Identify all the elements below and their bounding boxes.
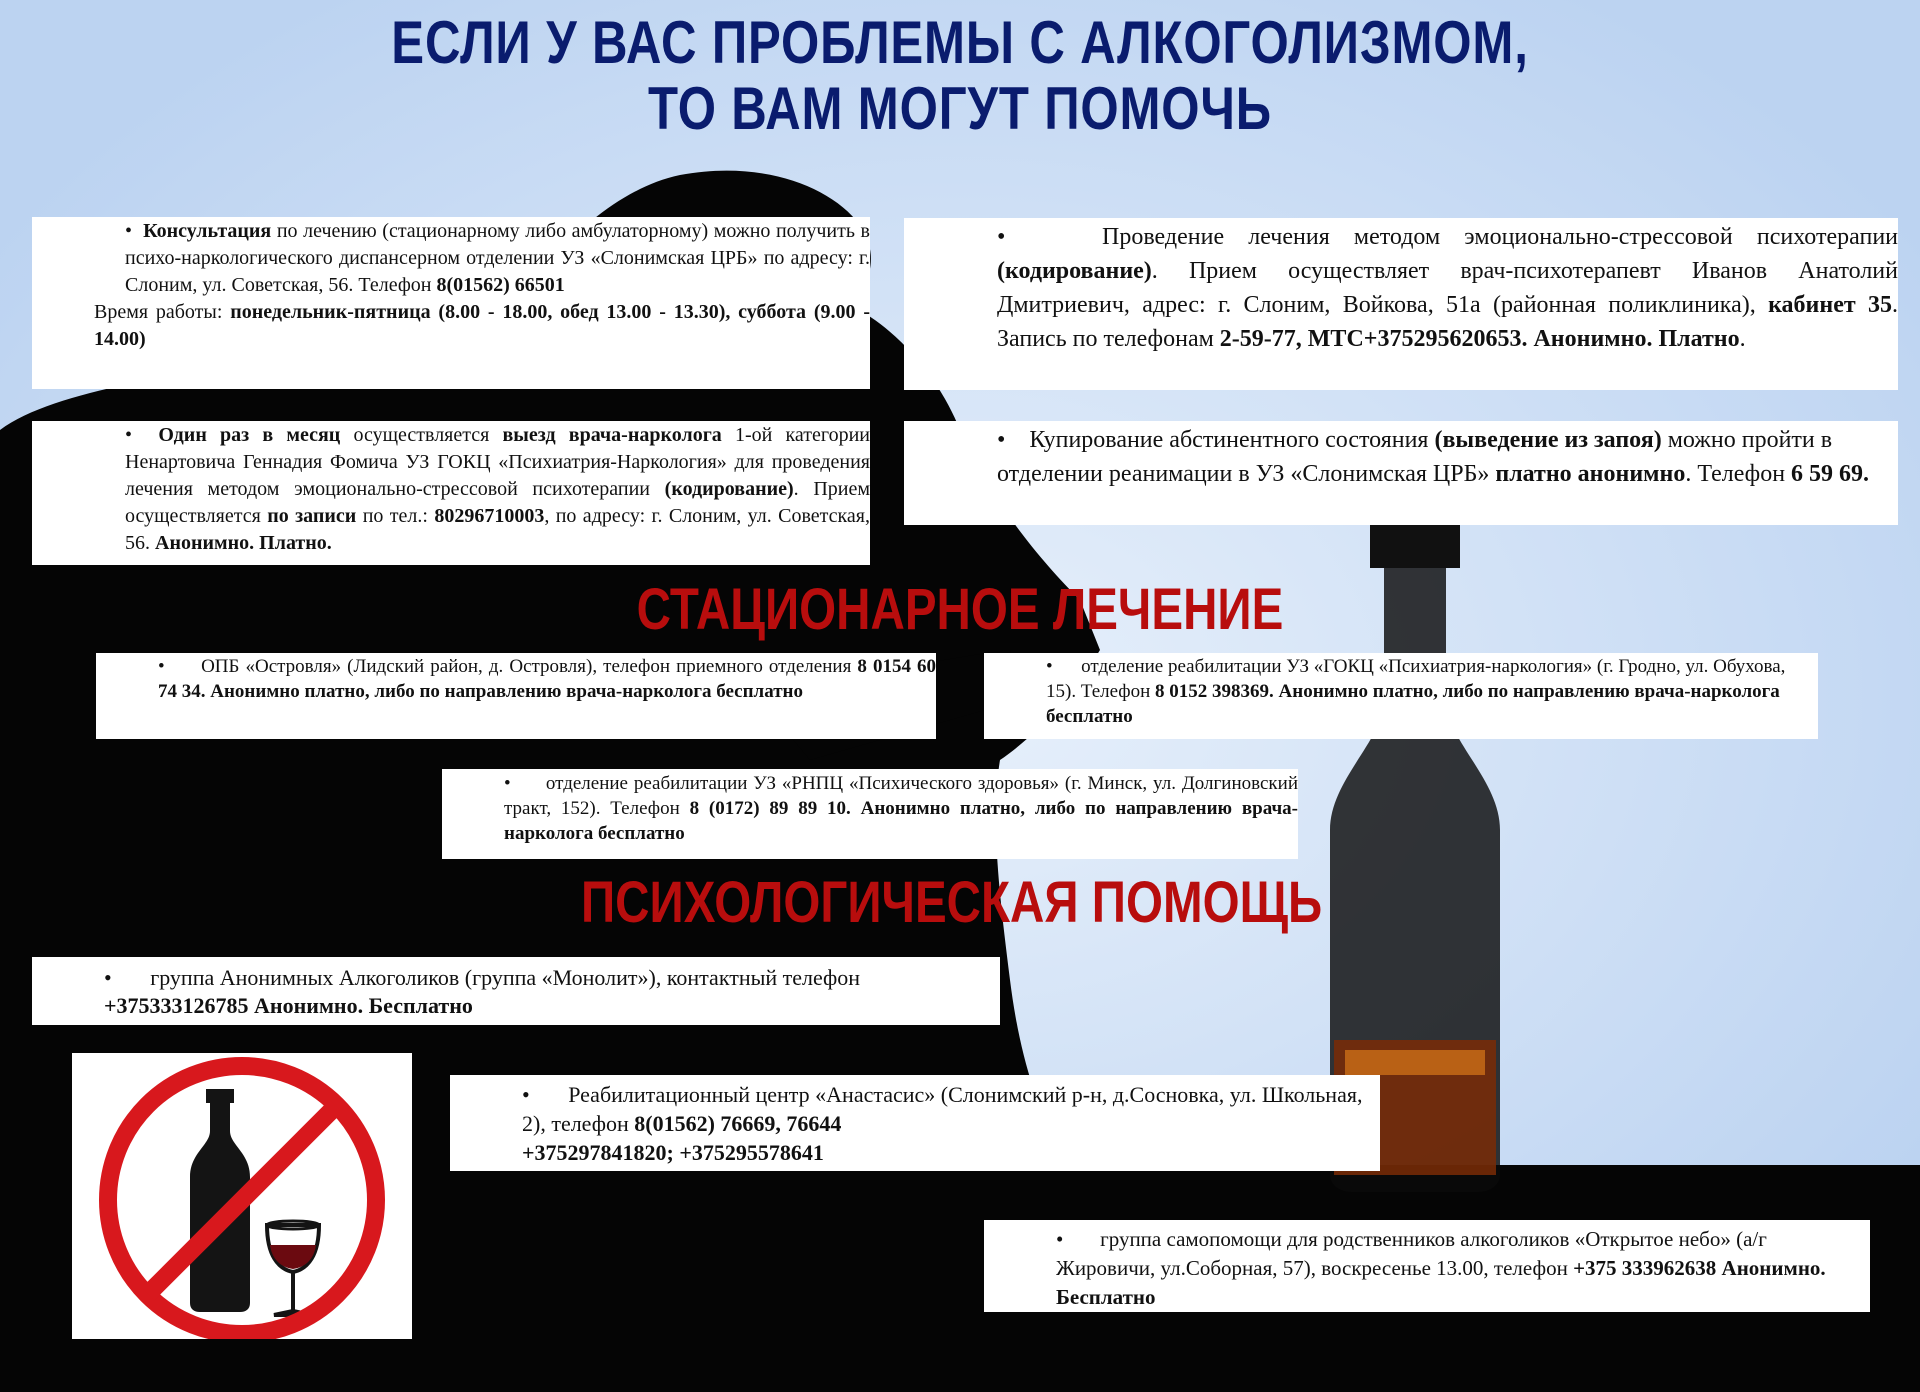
- monthly-text-4: по тел.:: [356, 505, 435, 527]
- bullet: •: [997, 427, 1006, 453]
- minsk-text: отделение реабилитации УЗ «РНПЦ «Психического здоровья» (г. Минск, ул. Долгиновский тракт, 152). Телефон: [504, 773, 1298, 819]
- withdrawal-phone: 6 59 69.: [1791, 461, 1870, 487]
- monthly-text-2: 1-ой категории Ненартовича Геннадия Фомича УЗ ГОКЦ «Психиатрия-Наркология» для проведения лечения методом эмоционально-стрессовой психотерапии: [125, 424, 870, 500]
- coding-text-2: . Прием осуществляет врач-психотерапевт Иванов Анатолий Дмитриевич, адрес: г. Слоним, Войкова, 51а (районная поликлиника),: [997, 258, 1898, 318]
- anastasis-phones: 8(01562) 76669, 76644: [634, 1111, 842, 1136]
- bullet: •: [997, 224, 1006, 250]
- card-anastasis: [450, 1075, 1380, 1171]
- section-psychological-help: ПСИХОЛОГИЧЕСКАЯ ПОМОЩЬ: [581, 870, 1323, 935]
- minsk-bold: 8 (0172) 89 89 10. Анонимно платно, либо по направлению врача-нарколога бесплатно: [504, 798, 1298, 844]
- no-alcohol-icon: [72, 1053, 412, 1339]
- ostrovlya-bold: 8 0154 60 74 34. Анонимно платно, либо по направлению врача-нарколога бесплатно: [158, 656, 936, 702]
- card-withdrawal: [904, 421, 1898, 525]
- monthly-bold-3: (кодирование): [664, 478, 794, 500]
- grodno-bold: 8 0152 398369. Анонимно платно, либо по направлению врача-нарколога бесплатно: [1046, 681, 1780, 727]
- anastasis-text: Реабилитационный центр «Анастасис» (Слонимский р-н, д.Сосновка, ул. Школьная, 2), телефон: [522, 1082, 1363, 1136]
- bullet: •: [522, 1082, 530, 1107]
- monthly-phone: 80296710003: [434, 505, 545, 527]
- consultation-title: Консультация: [143, 220, 272, 242]
- card-consultation: [32, 217, 870, 389]
- withdrawal-text-1: Купирование абстинентного состояния: [1029, 427, 1435, 453]
- bullet: •: [104, 965, 112, 990]
- section-inpatient-treatment: СТАЦИОНАРНОЕ ЛЕЧЕНИЕ: [636, 577, 1284, 642]
- bullet: •: [1046, 656, 1053, 677]
- no-alcohol-sign: [72, 1053, 412, 1339]
- withdrawal-bold-1: (выведение из запоя): [1434, 427, 1662, 453]
- coding-text-1: Проведение лечения методом эмоционально-стрессовой психотерапии: [1102, 224, 1898, 250]
- hours-label: Время работы:: [94, 301, 231, 323]
- monthly-text-1: осуществляется: [340, 424, 503, 446]
- headline-line-1: ЕСЛИ У ВАС ПРОБЛЕМЫ С АЛКОГОЛИЗМОМ,: [391, 9, 1529, 76]
- withdrawal-text-3: . Телефон: [1685, 461, 1792, 487]
- grodno-text: отделение реабилитации УЗ «ГОКЦ «Психиатрия-наркология» (г. Гродно, ул. Обухова, 15). Телефон: [1046, 656, 1786, 702]
- hours-value: понедельник-пятница (8.00 - 18.00, обед 13.00 - 13.30), суббота (9.00 - 14.00): [94, 301, 870, 350]
- coding-text-4: .: [1739, 326, 1746, 352]
- coding-phones: 2-59-77, МТС+375295620653. Анонимно. Платно: [1219, 326, 1740, 352]
- card-minsk: [442, 769, 1298, 859]
- bullet: •: [158, 656, 165, 677]
- withdrawal-bold-2: платно анонимно: [1495, 461, 1686, 487]
- aa-text: группа Анонимных Алкоголиков (группа «Монолит»), контактный телефон: [150, 965, 861, 990]
- monthly-bold-2: выезд врача-нарколога: [502, 424, 722, 446]
- consultation-text: по лечению (стационарному либо амбулаторному) можно получить в психо-наркологического диспансерном отделении УЗ «Слонимская ЦРБ» по адресу: г. Слоним, ул. Советская, 56. Телефон: [125, 220, 870, 296]
- bullet: •: [1056, 1227, 1064, 1251]
- card-monthly-visit: [32, 421, 870, 565]
- withdrawal-text-2: можно пройти в отделении реанимации в УЗ «Слонимская ЦРБ»: [997, 427, 1833, 487]
- bullet: •: [125, 424, 133, 446]
- aa-bold: +375333126785 Анонимно. Бесплатно: [104, 993, 473, 1018]
- card-relatives-group: [984, 1220, 1870, 1312]
- coding-bold-1: (кодирование): [997, 258, 1152, 284]
- consultation-phone: 8(01562) 66501: [436, 274, 565, 296]
- monthly-bold-6: Анонимно. Платно.: [155, 532, 332, 554]
- monthly-text-3: . Прием осуществляется: [125, 478, 870, 527]
- monthly-bold-4: по записи: [267, 505, 357, 527]
- relatives-bold: +375 333962638 Анонимно. Бесплатно: [1056, 1256, 1826, 1309]
- bullet: •: [125, 220, 133, 242]
- coding-text-3: . Запись по телефонам: [997, 292, 1898, 352]
- coding-room: кабинет 35: [1768, 292, 1893, 318]
- card-alcoholics-anonymous: [32, 957, 1000, 1025]
- card-grodno: [984, 653, 1818, 739]
- anastasis-mobile: +375297841820; +375295578641: [522, 1140, 824, 1165]
- ostrovlya-text: ОПБ «Островля» (Лидский район, д. Островля), телефон приемного отделения: [201, 656, 858, 677]
- monthly-bold-1: Один раз в месяц: [158, 424, 341, 446]
- bullet: •: [504, 773, 511, 794]
- monthly-text-5: , по адресу: г. Слоним, ул. Советская, 56.: [125, 505, 870, 554]
- card-coding: [904, 218, 1898, 390]
- headline-line-2: ТО ВАМ МОГУТ ПОМОЧЬ: [648, 75, 1272, 142]
- relatives-text: группа самопомощи для родственников алкоголиков «Открытое небо» (а/г Жировичи, ул.Соборная, 57), воскресенье 13.00, телефон: [1056, 1227, 1767, 1280]
- card-ostrovlya: [96, 653, 936, 739]
